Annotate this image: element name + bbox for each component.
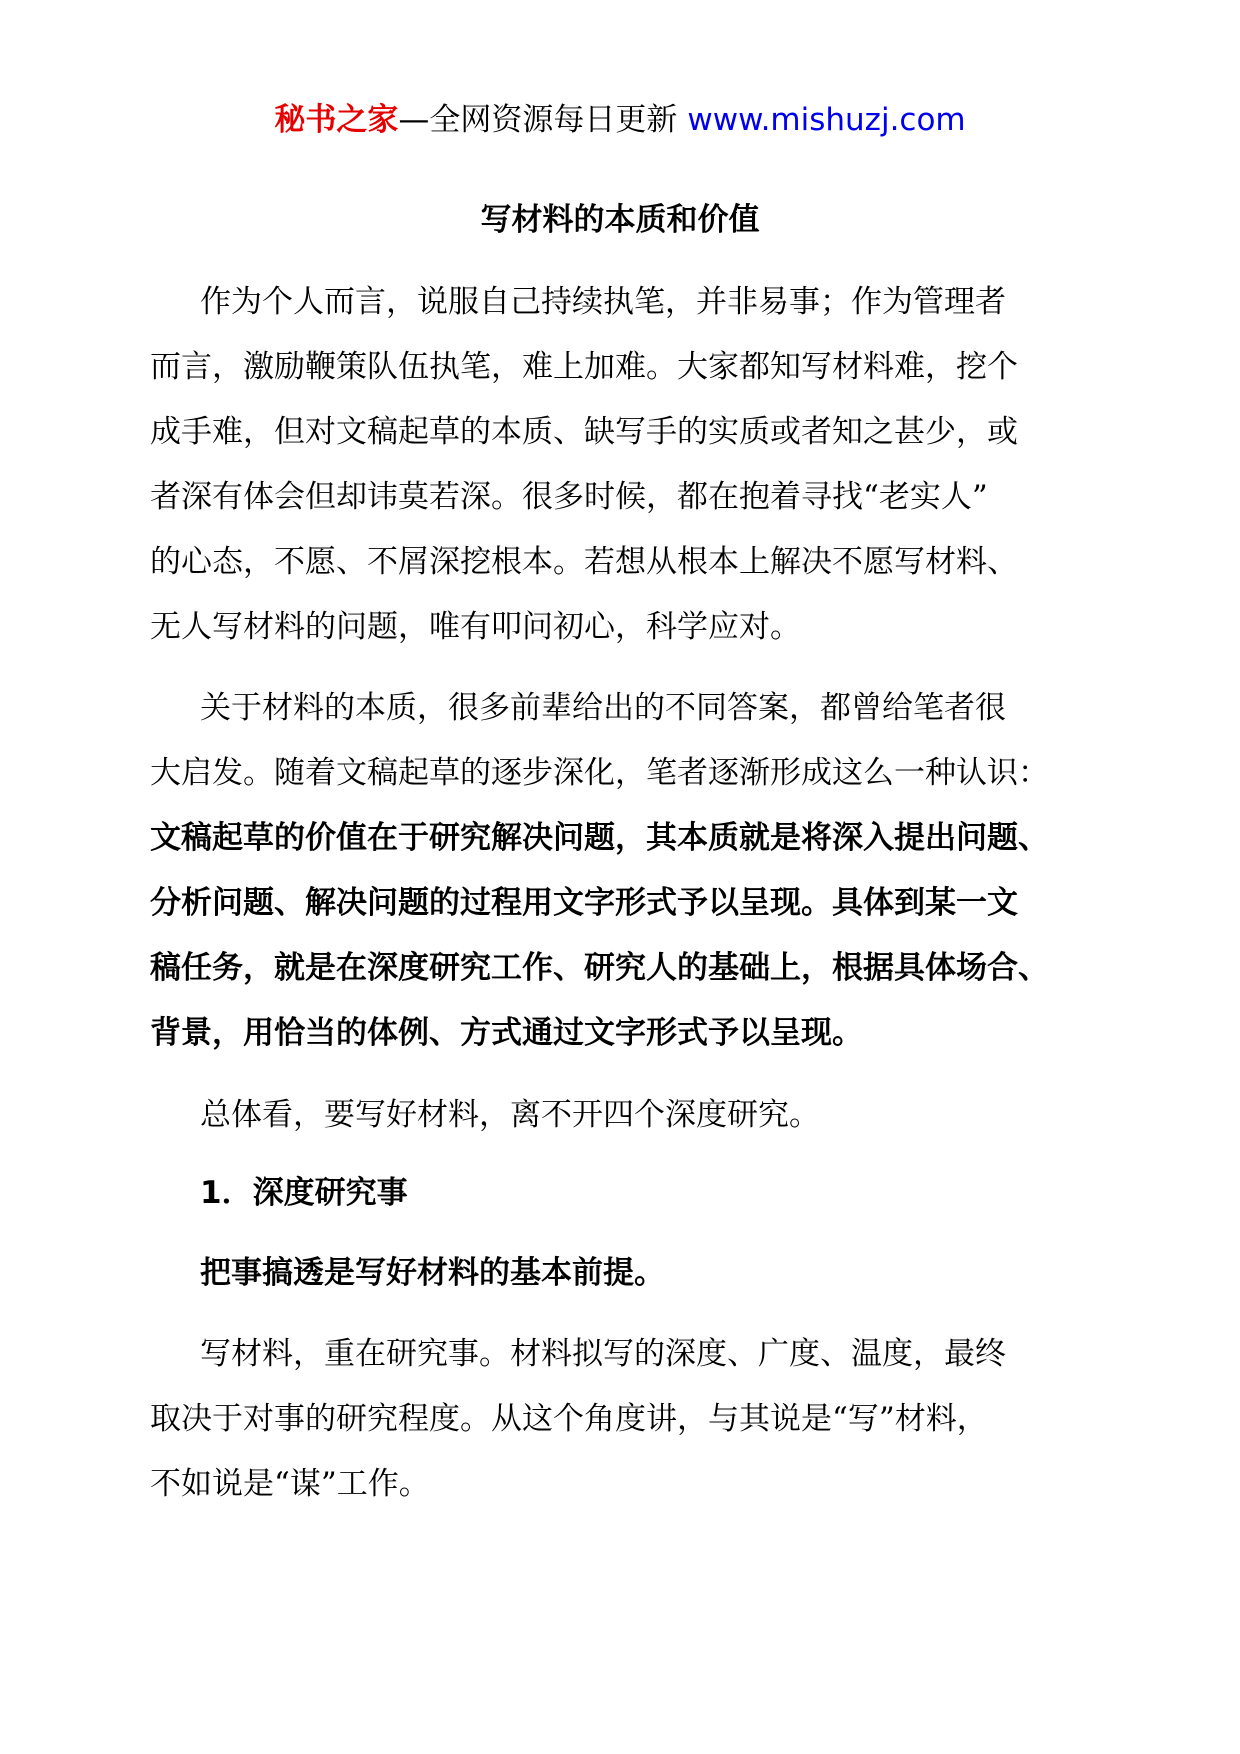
paragraph-line: 写材料，重在研究事。材料拟写的深度、广度、温度，最终 — [200, 1336, 1006, 1372]
section-lead — [150, 1241, 1130, 1306]
paragraph-line: 关于材料的本质，很多前辈给出的不同答案，都曾给笔者很 — [200, 690, 1006, 726]
paragraph-research — [150, 1322, 1130, 1517]
paragraph-essence — [150, 676, 1130, 1066]
paragraph-line: 者深有体会但却讳莫若深。很多时候，都在抱着寻找“老实人” — [150, 479, 988, 515]
paragraph-overview — [150, 1083, 1130, 1148]
paragraph-intro — [150, 270, 1130, 660]
paragraph-line: 大启发。随着文稿起草的逐步深化，笔者逐渐形成这么一种认识： — [150, 755, 1049, 791]
paragraph-line: 不如说是“谋”工作。 — [150, 1466, 430, 1502]
section-heading-text: 1．深度研究事 — [200, 1175, 408, 1211]
section-lead-text: 把事搞透是写好材料的基本前提。 — [200, 1255, 665, 1291]
section-heading — [150, 1161, 1130, 1226]
header-site-url[interactable]: www.mishuzj.com — [687, 102, 966, 138]
paragraph-bold-line: 稿任务，就是在深度研究工作、研究人的基础上，根据具体场合、 — [150, 950, 1049, 986]
paragraph-bold-line: 文稿起草的价值在于研究解决问题，其本质就是将深入提出问题、 — [150, 820, 1049, 856]
paragraph-line: 取决于对事的研究程度。从这个角度讲，与其说是“写”材料， — [150, 1401, 988, 1437]
paragraph-line: 成手难，但对文稿起草的本质、缺写手的实质或者知之甚少，或 — [150, 414, 1018, 450]
document-title: 写材料的本质和价值 — [480, 202, 760, 238]
header-tagline: —全网资源每日更新 — [398, 102, 678, 138]
paragraph-bold-line: 背景，用恰当的体例、方式通过文字形式予以呈现。 — [150, 1015, 863, 1051]
page-header — [0, 98, 1240, 142]
paragraph-line: 的心态，不愿、不屑深挖根本。若想从根本上解决不愿写材料、 — [150, 544, 1018, 580]
paragraph-line: 作为个人而言，说服自己持续执笔，并非易事；作为管理者 — [200, 284, 1006, 320]
paragraph-line: 总体看，要写好材料，离不开四个深度研究。 — [200, 1097, 820, 1133]
paragraph-line: 而言，激励鞭策队伍执笔，难上加难。大家都知写材料难，挖个 — [150, 349, 1018, 385]
paragraph-line: 无人写材料的问题，唯有叩问初心，科学应对。 — [150, 609, 801, 645]
header-brand: 秘书之家 — [274, 102, 399, 138]
paragraph-bold-line: 分析问题、解决问题的过程用文字形式予以呈现。具体到某一文 — [150, 885, 1018, 921]
